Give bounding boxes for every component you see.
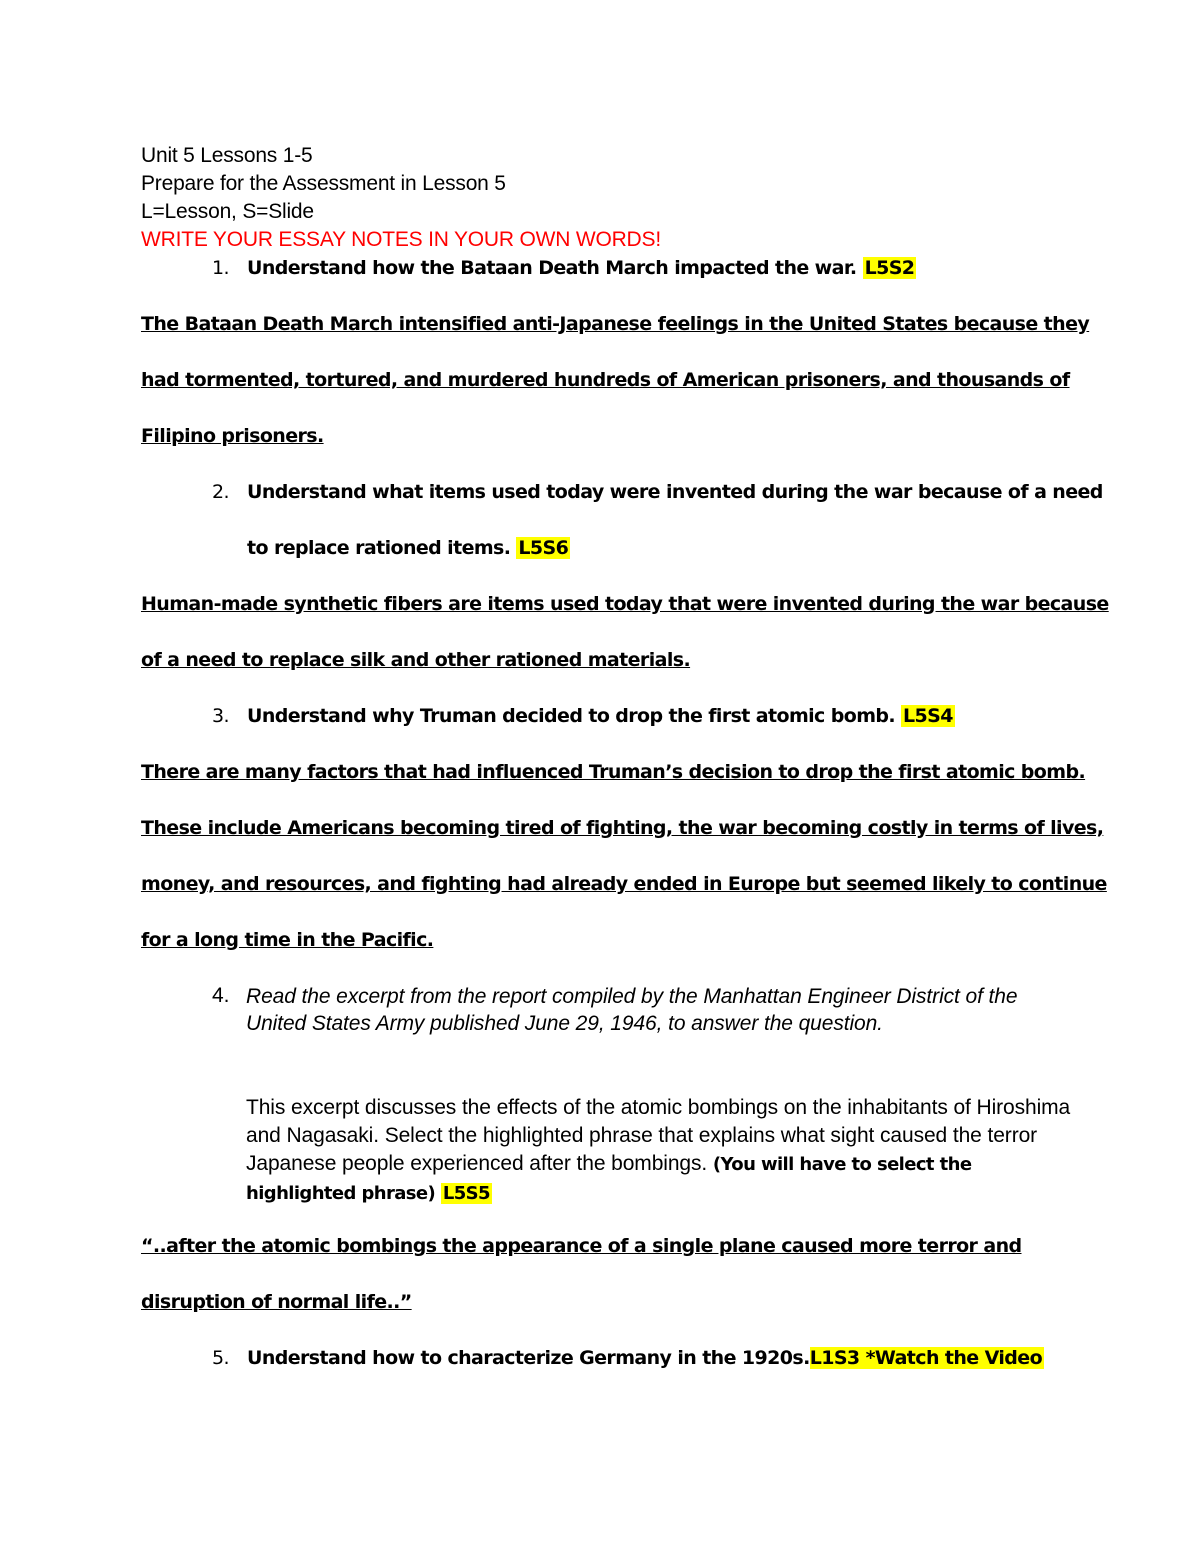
answer-line: had tormented, tortured, and murdered hundreds of American prisoners, and thousands of xyxy=(141,369,1070,391)
question-text: Understand how to characterize Germany in the 1920s. xyxy=(247,1347,810,1369)
slide-reference: L5S5 xyxy=(442,1183,490,1204)
question-2 xyxy=(212,481,1103,503)
question-4-instructions xyxy=(246,1094,1076,1208)
answer-line: for a long time in the Pacific. xyxy=(141,929,434,951)
question-3 xyxy=(212,705,955,727)
question-text: to replace rationed items. xyxy=(247,537,517,559)
answer-line: “..after the atomic bombings the appearance of a single plane caused more terror and xyxy=(141,1235,1022,1257)
question-number: 3. xyxy=(212,705,229,727)
answer-line: The Bataan Death March intensified anti-Japanese feelings in the United States because they xyxy=(141,313,1090,335)
unit-title: Unit 5 Lessons 1-5 xyxy=(141,144,313,167)
question-number-4: 4. xyxy=(212,984,230,1007)
question-5 xyxy=(212,1347,1044,1369)
question-2-continued xyxy=(247,537,570,559)
answer-line: Filipino prisoners. xyxy=(141,425,324,447)
question-4-body: This excerpt discusses the effects of the atomic bombings on the inhabitants of Hiroshima and Nagasaki. Select the highlighted phrase that explains what sight caused the terror Japanese people experienced after the bombings. xyxy=(246,1096,1071,1175)
question-1 xyxy=(212,257,916,279)
question-number: 1. xyxy=(212,257,229,279)
assessment-subtitle: Prepare for the Assessment in Lesson 5 xyxy=(141,172,506,195)
slide-reference: L5S2 xyxy=(864,257,915,279)
answer-line: disruption of normal life..” xyxy=(141,1291,412,1313)
slide-reference: L5S4 xyxy=(903,705,953,727)
instruction-warning: WRITE YOUR ESSAY NOTES IN YOUR OWN WORDS! xyxy=(141,228,661,251)
question-number: 2. xyxy=(212,481,229,503)
answer-line: money, and resources, and fighting had already ended in Europe but seemed likely to continue xyxy=(141,873,1107,895)
answer-line: of a need to replace silk and other rationed materials. xyxy=(141,649,691,671)
slide-reference: L1S3 *Watch the Video xyxy=(809,1347,1043,1369)
question-4-note: (You will have to select the highlighted phrase) xyxy=(246,1154,972,1204)
answer-line: Human-made synthetic fibers are items used today that were invented during the war because xyxy=(141,593,1109,615)
answer-line: These include Americans becoming tired of fighting, the war becoming costly in terms of lives, xyxy=(141,817,1104,839)
question-text: Understand what items used today were invented during the war because of a need xyxy=(247,481,1103,503)
question-4-prompt: Read the excerpt from the report compiled by the Manhattan Engineer District of the United States Army published June 29, 1946, to answer the question. xyxy=(246,985,1018,1035)
question-text: Understand why Truman decided to drop the first atomic bomb. xyxy=(247,705,902,727)
slide-reference: L5S6 xyxy=(518,537,569,559)
question-number: 5. xyxy=(212,1347,229,1369)
answer-line: There are many factors that had influenced Truman’s decision to drop the first atomic bomb. xyxy=(141,761,1086,783)
legend-line: L=Lesson, S=Slide xyxy=(141,200,314,223)
question-text: Understand how the Bataan Death March impacted the war. xyxy=(247,257,863,279)
